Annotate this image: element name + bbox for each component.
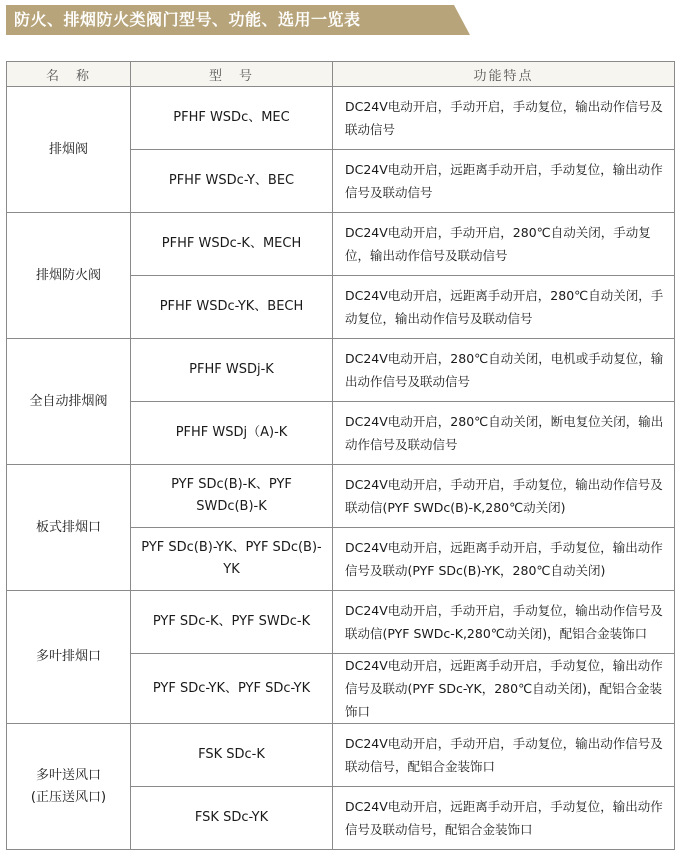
model-cell: FSK SDc-K (131, 724, 333, 787)
table-row (7, 724, 675, 787)
function-cell: DC24V电动开启，远距离手动开启，手动复位，输出动作信号及联动(PYF SDc(B)-YK，280℃自动关闭) (333, 528, 675, 591)
valve-spec-table (6, 61, 675, 850)
function-cell: DC24V电动开启，远距离手动开启，手动复位，输出动作信号及联动信号，配铝合金装饰口 (333, 787, 675, 850)
model-cell: PYF SDc-YK、PYF SDc-YK (131, 654, 333, 724)
table-header-row (7, 62, 675, 87)
table-row (7, 339, 675, 402)
function-cell: DC24V电动开启，远距离手动开启，280℃自动关闭，手动复位，输出动作信号及联动信号 (333, 276, 675, 339)
product-name-cell: 板式排烟口 (7, 465, 131, 591)
model-cell: PYF SDc(B)-YK、PYF SDc(B)-YK (131, 528, 333, 591)
model-cell: PFHF WSDc、MEC (131, 87, 333, 150)
model-cell: PFHF WSDc-YK、BECH (131, 276, 333, 339)
product-name-cell: 排烟防火阀 (7, 213, 131, 339)
model-cell: PYF SDc-K、PYF SWDc-K (131, 591, 333, 654)
function-cell: DC24V电动开启，手动开启，手动复位，输出动作信号及联动信(PYF SWDc-K,280℃动关闭)，配铝合金装饰口 (333, 591, 675, 654)
function-cell: DC24V电动开启，远距离手动开启，手动复位，输出动作信号及联动(PYF SDc-YK，280℃自动关闭)，配铝合金装饰口 (333, 654, 675, 724)
model-cell: PFHF WSDc-Y、BEC (131, 150, 333, 213)
model-cell: PYF SDc(B)-K、PYF SWDc(B)-K (131, 465, 333, 528)
model-cell: PFHF WSDc-K、MECH (131, 213, 333, 276)
product-name-cell: 多叶送风口 (正压送风口) (7, 724, 131, 850)
table-row (7, 213, 675, 276)
model-cell: PFHF WSDj-K (131, 339, 333, 402)
column-header-name: 名 称 (7, 62, 131, 87)
function-cell: DC24V电动开启，280℃自动关闭，断电复位关闭，输出动作信号及联动信号 (333, 402, 675, 465)
product-name-cell: 多叶排烟口 (7, 591, 131, 724)
function-cell: DC24V电动开启，手动开启，手动复位，输出动作信号及联动信号，配铝合金装饰口 (333, 724, 675, 787)
table-row (7, 465, 675, 528)
function-cell: DC24V电动开启，手动开启，手动复位，输出动作信号及联动信(PYF SWDc(B)-K,280℃动关闭) (333, 465, 675, 528)
table-row (7, 87, 675, 150)
model-cell: FSK SDc-YK (131, 787, 333, 850)
product-name-cell: 全自动排烟阀 (7, 339, 131, 465)
model-cell: PFHF WSDj（A)-K (131, 402, 333, 465)
page-title: 防火、排烟防火类阀门型号、功能、选用一览表 (14, 10, 361, 29)
function-cell: DC24V电动开启，手动开启，280℃自动关闭，手动复位，输出动作信号及联动信号 (333, 213, 675, 276)
function-cell: DC24V电动开启，远距离手动开启，手动复位，输出动作信号及联动信号 (333, 150, 675, 213)
column-header-function: 功能特点 (333, 62, 675, 87)
function-cell: DC24V电动开启，手动开启，手动复位，输出动作信号及联动信号 (333, 87, 675, 150)
function-cell: DC24V电动开启，280℃自动关闭，电机或手动复位，输出动作信号及联动信号 (333, 339, 675, 402)
table-row (7, 591, 675, 654)
product-name-cell: 排烟阀 (7, 87, 131, 213)
column-header-model: 型 号 (131, 62, 333, 87)
